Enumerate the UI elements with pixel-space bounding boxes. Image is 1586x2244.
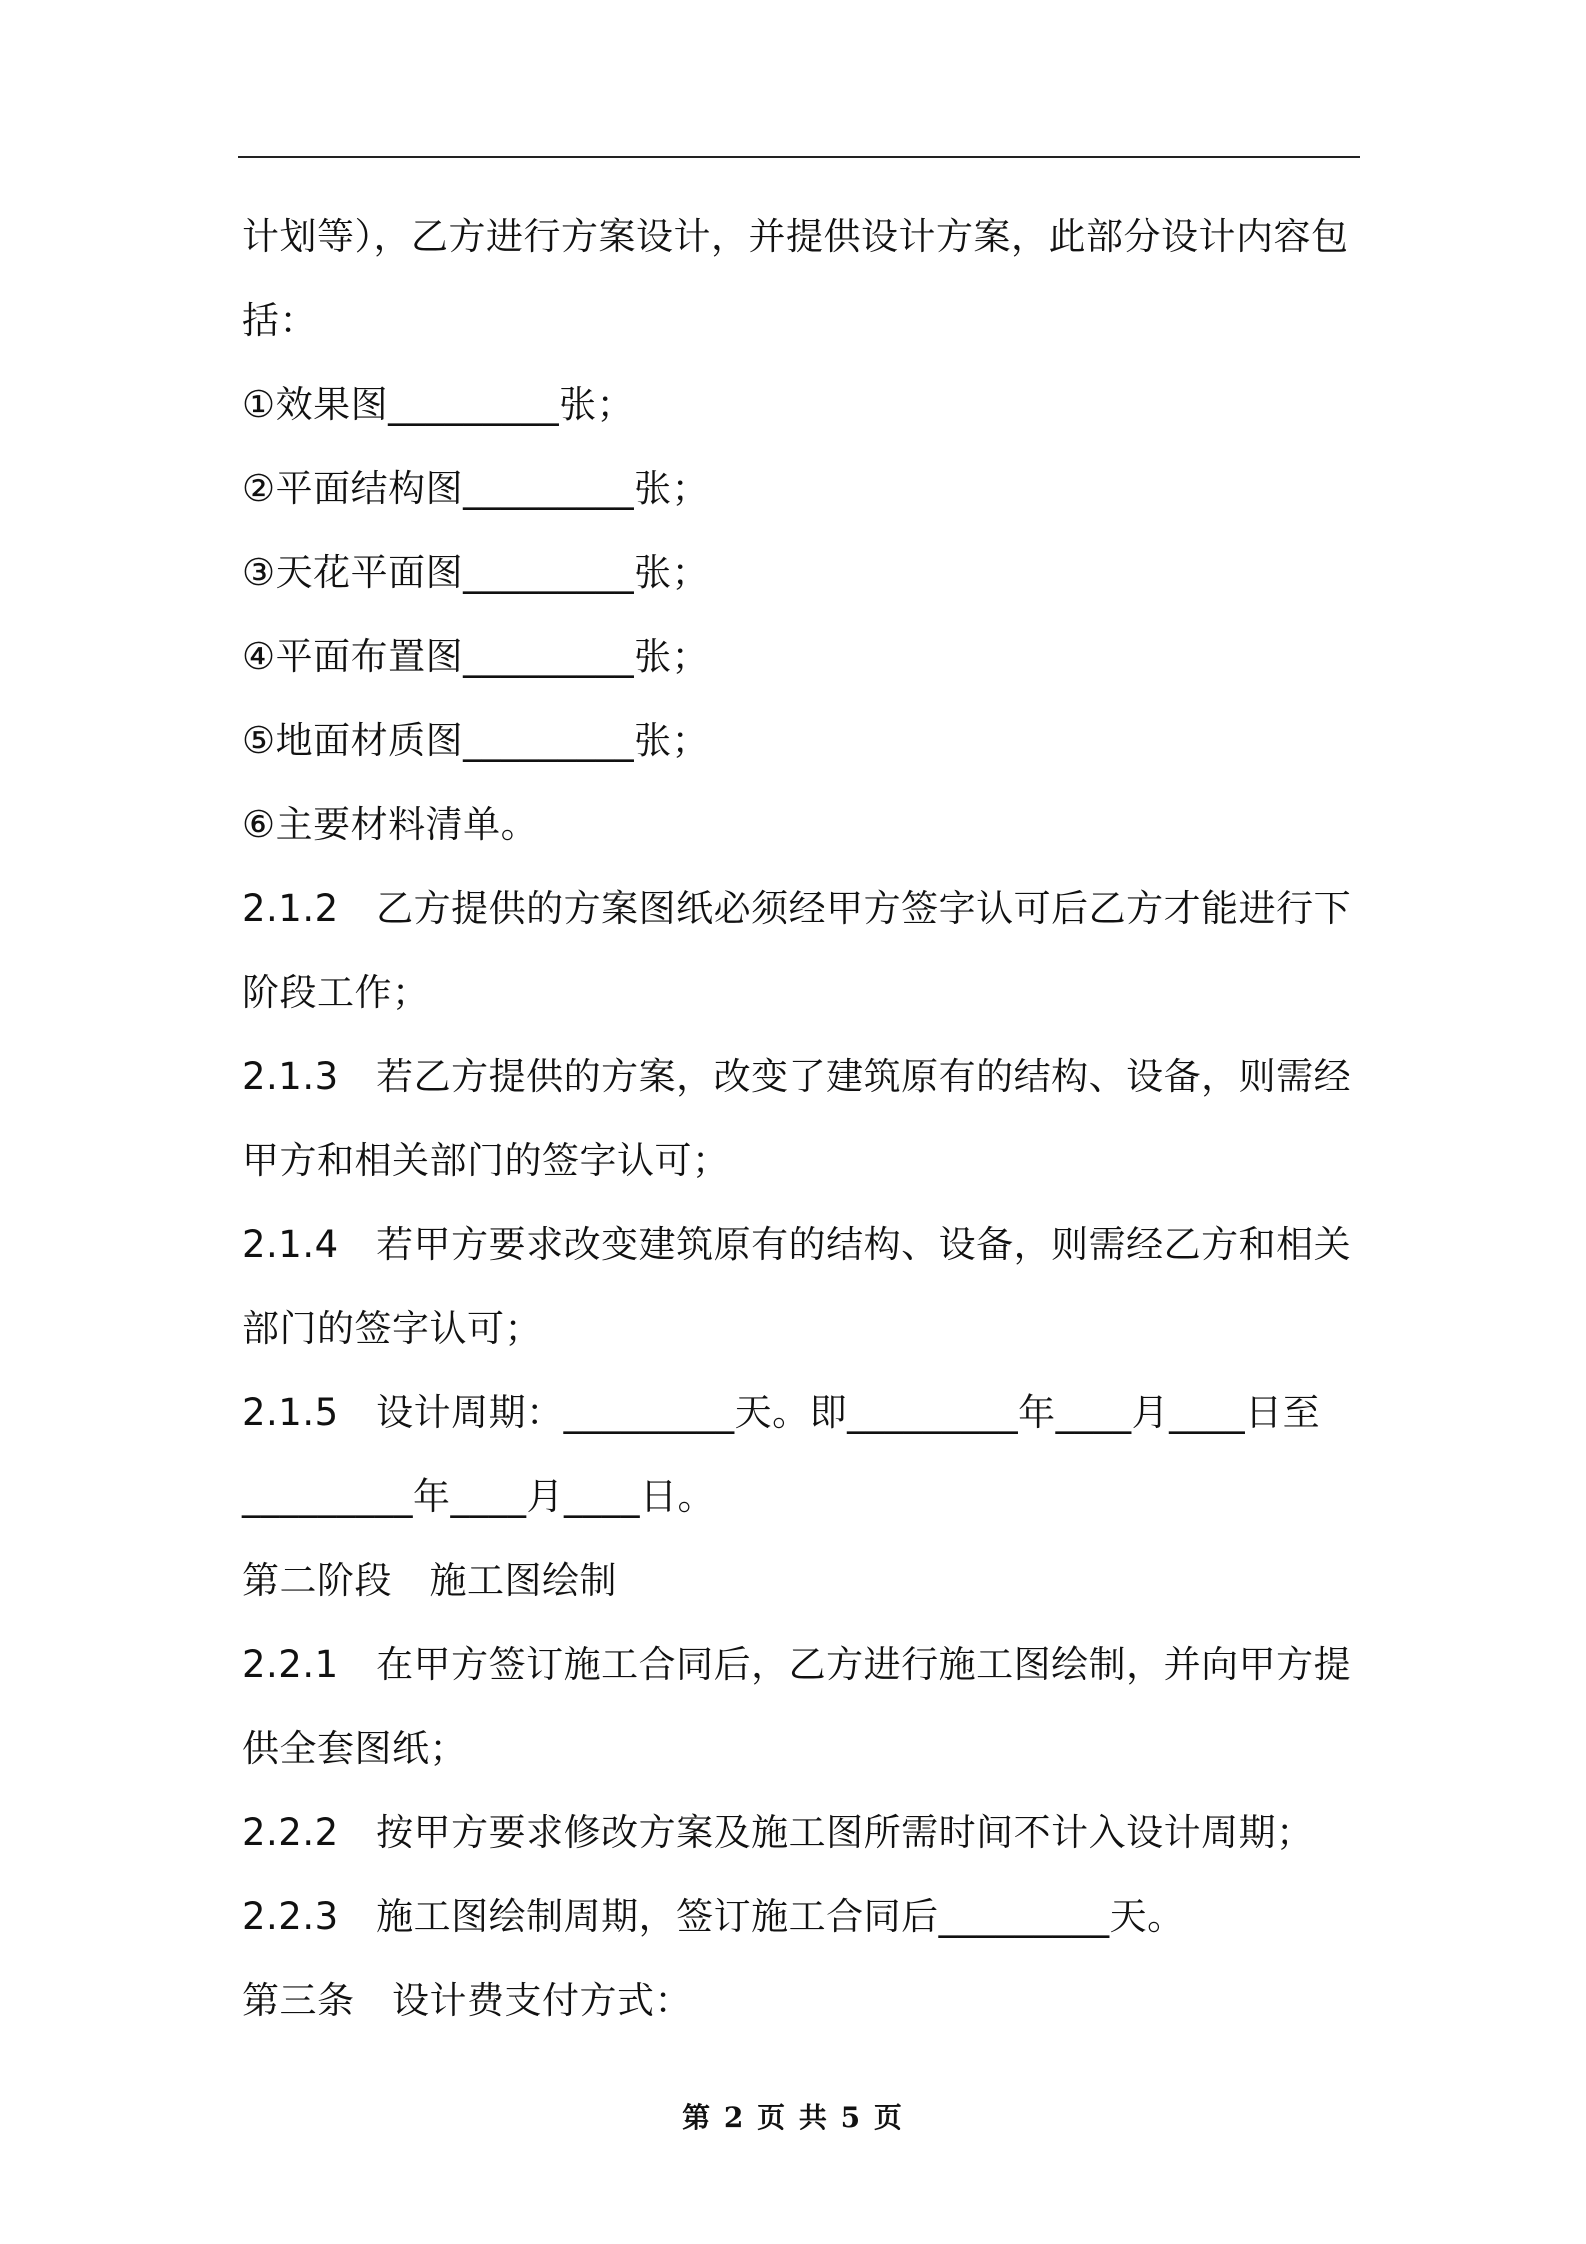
header-rule <box>238 156 1360 158</box>
page-number: 第 2 页 共 5 页 <box>682 2101 904 2134</box>
list-item: ④平面布置图_________张； <box>242 635 710 678</box>
clause-2-1-4: 2.1.4 若甲方要求改变建筑原有的结构、设备，则需经乙方和相关 <box>242 1223 1352 1266</box>
clause-2-2-1: 2.2.1 在甲方签订施工合同后，乙方进行施工图绘制，并向甲方提 <box>242 1643 1352 1686</box>
text-line: 括： <box>242 299 317 342</box>
list-item: ②平面结构图_________张； <box>242 467 710 510</box>
text-line: 部门的签字认可； <box>242 1307 542 1350</box>
article-heading: 第三条 设计费支付方式： <box>242 1979 692 2022</box>
document-body <box>242 195 1360 2043</box>
list-item: ①效果图_________张； <box>242 383 635 426</box>
list-item: ⑥主要材料清单。 <box>242 803 539 846</box>
text-line: 阶段工作； <box>242 971 430 1014</box>
text-line: 供全套图纸； <box>242 1727 467 1770</box>
list-item: ③天花平面图_________张； <box>242 551 710 594</box>
section-heading: 第二阶段 施工图绘制 <box>242 1559 617 1602</box>
text-line: 计划等），乙方进行方案设计，并提供设计方案，此部分设计内容包 <box>242 215 1349 258</box>
clause-2-1-5: 2.1.5 设计周期：_________天。即_________年____月____日至 <box>242 1391 1321 1434</box>
text-line: _________年____月____日。 <box>242 1475 715 1518</box>
clause-2-1-2: 2.1.2 乙方提供的方案图纸必须经甲方签字认可后乙方才能进行下 <box>242 887 1352 930</box>
clause-2-2-2: 2.2.2 按甲方要求修改方案及施工图所需时间不计入设计周期； <box>242 1811 1314 1854</box>
clause-2-1-3: 2.1.3 若乙方提供的方案，改变了建筑原有的结构、设备，则需经 <box>242 1055 1352 1098</box>
clause-2-2-3: 2.2.3 施工图绘制周期，签订施工合同后_________天。 <box>242 1895 1185 1938</box>
list-item: ⑤地面材质图_________张； <box>242 719 710 762</box>
text-line: 甲方和相关部门的签字认可； <box>242 1139 730 1182</box>
